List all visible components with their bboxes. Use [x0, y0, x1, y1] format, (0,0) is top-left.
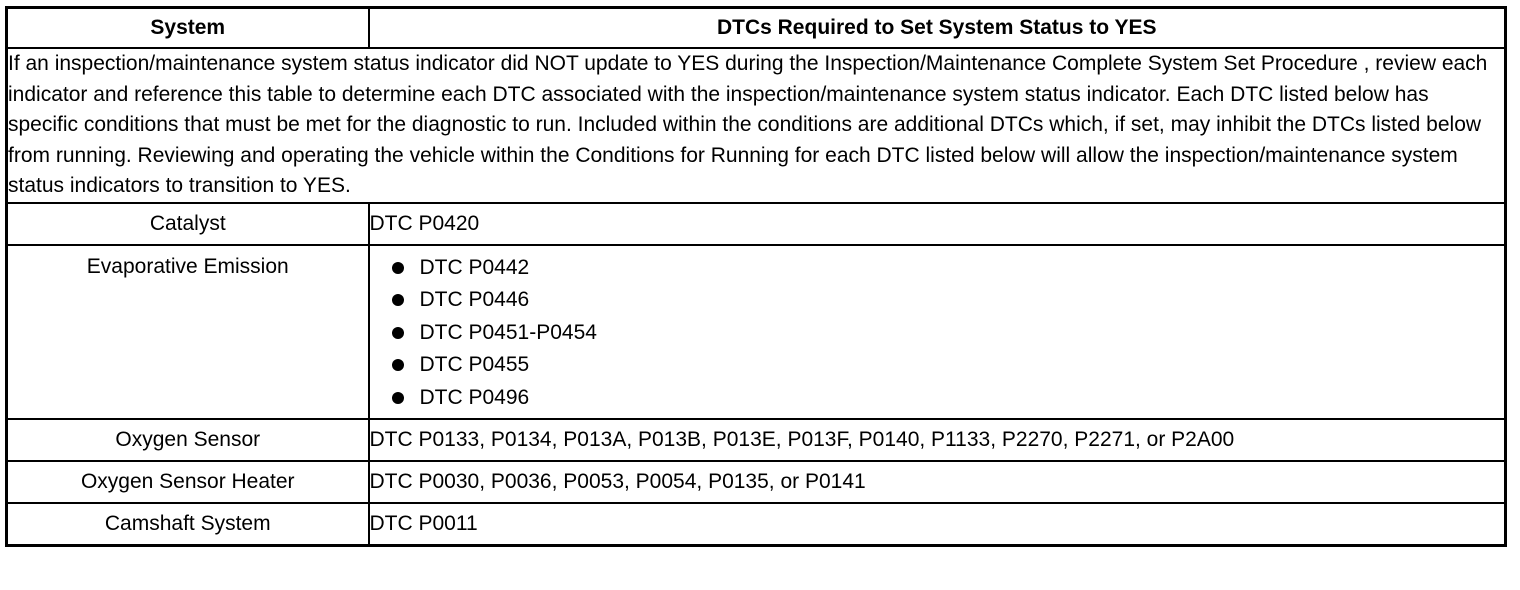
dtc-code: DTC P0455 [419, 353, 530, 377]
header-dtcs: DTCs Required to Set System Status to YES [369, 8, 1506, 49]
table-row [7, 419, 1506, 461]
dtc-code: DTC P0442 [419, 255, 530, 279]
header-row [7, 8, 1506, 49]
system-cell: Catalyst [7, 203, 369, 245]
dtc-cell: DTC P0420 [369, 203, 1506, 245]
bullet-icon [392, 262, 404, 274]
list-item [392, 284, 1505, 317]
dtc-code: DTC P0446 [419, 288, 530, 312]
dtc-system-status-table [5, 6, 1507, 547]
system-cell: Camshaft System [7, 503, 369, 546]
bullet-icon [392, 359, 404, 371]
list-item [392, 349, 1505, 382]
dtc-bullet-list [370, 246, 1505, 419]
system-cell: Oxygen Sensor [7, 419, 369, 461]
system-cell: Oxygen Sensor Heater [7, 461, 369, 503]
list-item [392, 382, 1505, 415]
dtc-cell [369, 245, 1506, 420]
intro-text: If an inspection/maintenance system status indicator did NOT update to YES during the Inspection/Maintenance Complete System Set Procedure , review each indicator and reference this table to determine each DTC associated with the inspection/maintenance system status indicator. Each DTC listed below has specific conditions that must be met for the diagnostic to run. Included within the conditions are additional DTCs which, if set, may inhibit the DTCs listed below from running. Reviewing and operating the vehicle within the Conditions for Running for each DTC listed below will allow the inspection/maintenance system status indicators to transition to YES. [7, 48, 1506, 203]
bullet-icon [392, 327, 404, 339]
dtc-cell: DTC P0030, P0036, P0053, P0054, P0135, or P0141 [369, 461, 1506, 503]
dtc-cell: DTC P0011 [369, 503, 1506, 546]
header-system: System [7, 8, 369, 49]
table-row [7, 461, 1506, 503]
dtc-cell: DTC P0133, P0134, P013A, P013B, P013E, P013F, P0140, P1133, P2270, P2271, or P2A00 [369, 419, 1506, 461]
list-item [392, 252, 1505, 285]
dtc-code: DTC P0451-P0454 [419, 320, 597, 344]
table-row [7, 245, 1506, 420]
dtc-code: DTC P0496 [419, 385, 530, 409]
bullet-icon [392, 294, 404, 306]
bullet-icon [392, 392, 404, 404]
intro-row [7, 48, 1506, 203]
table-row [7, 503, 1506, 546]
table-row [7, 203, 1506, 245]
system-cell: Evaporative Emission [7, 245, 369, 420]
list-item [392, 317, 1505, 350]
